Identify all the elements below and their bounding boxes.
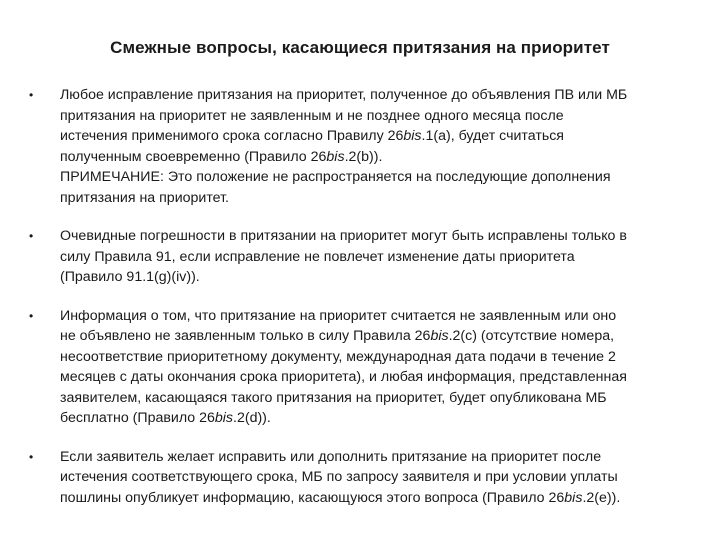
bullet-text-line [60, 267, 702, 288]
text-segment: .2(е)). [582, 489, 621, 506]
bullet-text-line [60, 247, 702, 268]
text-segment: Информация о том, что притязание на приоритет считается не заявленным или оно [60, 307, 617, 324]
bullet-text-line [60, 367, 702, 388]
text-segment: бесплатно (Правило 26 [60, 410, 215, 426]
bullet-dot: • [29, 308, 34, 323]
text-segment: .2(b)). [344, 148, 383, 165]
bullet-text-line [60, 388, 702, 409]
bullet-item [22, 226, 702, 288]
text-segment: несоответствие приоритетному документу, международная дата подачи в течение 2 [60, 348, 616, 365]
bullet-text-line [60, 408, 702, 429]
bullet-text-line [60, 326, 702, 347]
bullet-list [22, 85, 702, 526]
text-segment: Очевидные погрешности в притязании на приоритет могут быть исправлены только в [60, 228, 627, 244]
bullet-text-line [60, 467, 702, 488]
text-segment: заявителем, касающаяся такого притязания на приоритет, будет опубликована МБ [60, 389, 607, 406]
text-segment: истечения соответствующего срока, МБ по запросу заявителя и при условии уплаты [60, 469, 618, 485]
text-segment: .2(d)). [233, 410, 271, 426]
text-segment: пошлины опубликует информацию, касающуюся этого вопроса (Правило 26 [60, 489, 565, 506]
italic-text: bis [564, 489, 583, 506]
italic-text: bis [214, 410, 234, 426]
text-segment: полученным своевременно (Правило 26 [60, 148, 327, 165]
bullet-text-line [60, 347, 702, 368]
text-segment: (Правило 91.1(g)(iv)). [60, 269, 200, 285]
text-segment: месяцев с даты окончания срока приоритета), и любая информация, представленная [60, 369, 627, 385]
text-segment: Любое исправление притязания на приоритет, полученное до объявления ПВ или МБ [60, 87, 628, 103]
bullet-dot: • [29, 449, 34, 464]
text-segment: Если заявитель желает исправить или дополнить притязание на приоритет после [60, 448, 602, 465]
italic-text: bis [430, 328, 449, 344]
bullet-text-line [60, 106, 702, 127]
bullet-text-line [60, 188, 702, 209]
bullet-text-line [60, 147, 702, 168]
bullet-dot: • [29, 229, 34, 243]
bullet-item [22, 85, 702, 208]
text-segment: силу Правила 91, если исправление не повлечет изменение даты приоритета [60, 248, 575, 265]
italic-text: bis [403, 128, 422, 144]
bullet-text-line [60, 488, 702, 509]
bullet-text-line [60, 85, 702, 106]
italic-text: bis [326, 148, 345, 165]
text-segment: притязания на приоритет. [60, 189, 229, 206]
bullet-text-line [60, 226, 702, 247]
bullet-text-line [60, 126, 702, 147]
bullet-text-line [60, 306, 702, 327]
bullet-text-line [60, 167, 702, 188]
bullet-item [22, 306, 702, 429]
text-segment: истечения применимого срока согласно Правилу 26 [60, 128, 404, 144]
text-segment: не объявлено не заявленным только в силу Правила 26 [60, 328, 431, 344]
text-segment: .2(с) (отсутствие номера, [448, 328, 615, 344]
text-segment: ПРИМЕЧАНИЕ: Это положение не распространяется на последующие дополнения [60, 169, 611, 185]
slide-title: Смежные вопросы, касающиеся притязания на приоритет [110, 38, 610, 57]
bullet-dot: • [29, 88, 34, 102]
bullet-text-line [60, 447, 702, 468]
text-segment: притязания на приоритет не заявленным и не позднее одного месяца после [60, 107, 564, 124]
bullet-item [22, 447, 702, 509]
text-segment: .1(а), будет считаться [421, 128, 564, 144]
